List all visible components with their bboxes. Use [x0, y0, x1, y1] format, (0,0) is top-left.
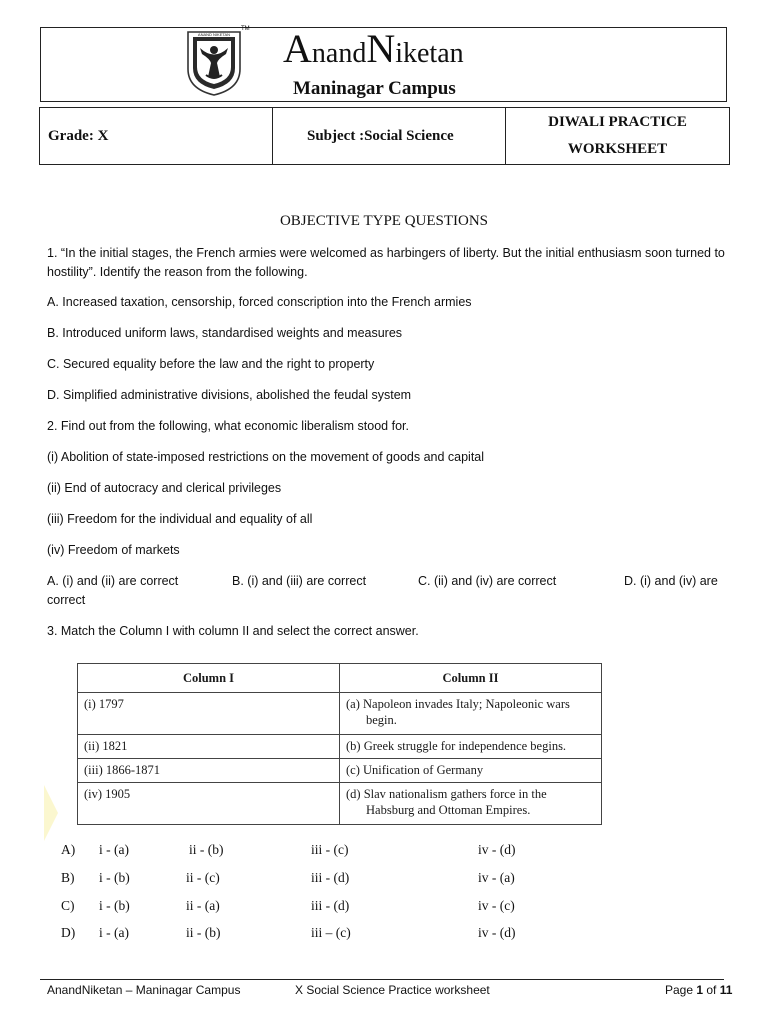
q3-answer-i: i - (a)	[99, 842, 129, 857]
q2-option-a: A. (i) and (ii) are correct	[47, 574, 179, 588]
table-row	[78, 693, 602, 735]
q2-option-d-continued: correct	[47, 593, 86, 607]
question-2: 2. Find out from the following, what economic liberalism stood for.	[47, 419, 409, 433]
grade-cell	[40, 108, 273, 165]
q3-answer-iv: iv - (d)	[478, 842, 516, 857]
q3-answer-label: A)	[61, 842, 76, 857]
column-2-text: (c) Unification of Germany	[346, 763, 484, 777]
q2-statement-i: (i) Abolition of state-imposed restrictions on the movement of goods and capital	[47, 450, 485, 464]
match-table-header-row	[78, 664, 602, 693]
q2-statement-iv: (iv) Freedom of markets	[47, 543, 180, 557]
q3-answer-label: C)	[61, 898, 75, 913]
q3-answer-i: i - (b)	[99, 898, 130, 913]
trademark: TM	[241, 26, 250, 32]
campus-name: Maninagar Campus	[293, 78, 456, 99]
school-name-part2: iketan	[395, 38, 464, 69]
match-table	[77, 663, 602, 825]
q3-answer-iv: iv - (a)	[478, 870, 515, 885]
page-of: of	[703, 983, 720, 997]
column-1-cell: (iii) 1866-1871	[78, 759, 340, 783]
table-row	[78, 735, 602, 759]
subject: Subject :Social Science	[307, 127, 454, 144]
page-prefix: Page	[665, 983, 697, 997]
column-2-text: (d) Slav nationalism gathers force in the Habsburg and Ottoman Empires.	[346, 787, 547, 817]
q3-answer-iii: iii - (d)	[311, 870, 350, 885]
school-name-part1: nand	[311, 38, 367, 69]
q2-option-d: D. (i) and (iv) are	[624, 574, 718, 588]
worksheet-title-line2: WORKSHEET	[567, 141, 668, 157]
q3-answer-ii: ii - (c)	[186, 870, 220, 885]
column-1-cell: (ii) 1821	[78, 735, 340, 759]
q3-answer-i: i - (b)	[99, 870, 130, 885]
column-2-text: (a) Napoleon invades Italy; Napoleonic wars begin.	[346, 697, 570, 727]
school-crest-icon	[184, 29, 244, 97]
section-title: OBJECTIVE TYPE QUESTIONS	[279, 213, 489, 229]
subject-cell	[273, 108, 506, 165]
column-2-cell	[340, 759, 602, 783]
q3-answer-label: D)	[61, 925, 76, 940]
q3-answer-label: B)	[61, 870, 75, 885]
school-name	[283, 28, 464, 75]
page-current: 1	[696, 983, 704, 997]
school-initial-n: N	[366, 26, 396, 71]
q1-option-b: B. Introduced uniform laws, standardised weights and measures	[47, 326, 403, 340]
column-1-cell: (iv) 1905	[78, 783, 340, 825]
grade: Grade: X	[48, 127, 109, 144]
question-1: 1. “In the initial stages, the French armies were welcomed as harbingers of liberty. But the initial enthusiasm soon turned to hostility”. Identify the reason from the following.	[47, 246, 725, 279]
page-total: 11	[719, 983, 733, 997]
q2-option-b: B. (i) and (iii) are correct	[232, 574, 367, 588]
footer-worksheet: X Social Science Practice worksheet	[295, 983, 490, 997]
q3-answer-iii: iii - (c)	[311, 842, 349, 857]
table-row	[78, 783, 602, 825]
q1-option-c: C. Secured equality before the law and the right to property	[47, 357, 375, 371]
q3-answer-iii: iii - (d)	[311, 898, 350, 913]
footer-rule	[40, 979, 724, 980]
q1-option-d: D. Simplified administrative divisions, abolished the feudal system	[47, 388, 412, 402]
column-2-cell	[340, 783, 602, 825]
q3-answer-iv: iv - (d)	[478, 925, 516, 940]
table-row	[78, 759, 602, 783]
column-1-header: Column I	[78, 664, 340, 693]
question-3: 3. Match the Column I with column II and select the correct answer.	[47, 624, 419, 638]
q1-option-a: A. Increased taxation, censorship, forced conscription into the French armies	[47, 295, 472, 309]
footer-school: AnandNiketan – Maninagar Campus	[47, 983, 241, 997]
worksheet-title-line1: DIWALI PRACTICE	[548, 114, 687, 130]
scan-shadow	[44, 785, 58, 841]
info-table	[39, 107, 730, 165]
column-2-header: Column II	[340, 664, 602, 693]
page-number	[665, 983, 732, 997]
column-2-text: (b) Greek struggle for independence begins.	[346, 739, 567, 753]
q3-answer-ii: ii - (a)	[186, 898, 220, 913]
worksheet-title-cell	[506, 108, 730, 165]
q3-answer-iv: iv - (c)	[478, 898, 515, 913]
school-initial-a: A	[283, 26, 312, 71]
q3-answer-ii: ii - (b)	[186, 925, 221, 940]
q2-statement-ii: (ii) End of autocracy and clerical privileges	[47, 481, 282, 495]
logo-text: ANAND NIKETAN	[197, 32, 231, 37]
q3-answer-i: i - (a)	[99, 925, 129, 940]
column-2-cell	[340, 693, 602, 735]
q2-statement-iii: (iii) Freedom for the individual and equality of all	[47, 512, 313, 526]
q3-answer-ii: ii - (b)	[189, 842, 224, 857]
q3-answer-iii: iii – (c)	[311, 925, 351, 940]
column-1-cell: (i) 1797	[78, 693, 340, 735]
q2-option-c: C. (ii) and (iv) are correct	[418, 574, 557, 588]
column-2-cell	[340, 735, 602, 759]
